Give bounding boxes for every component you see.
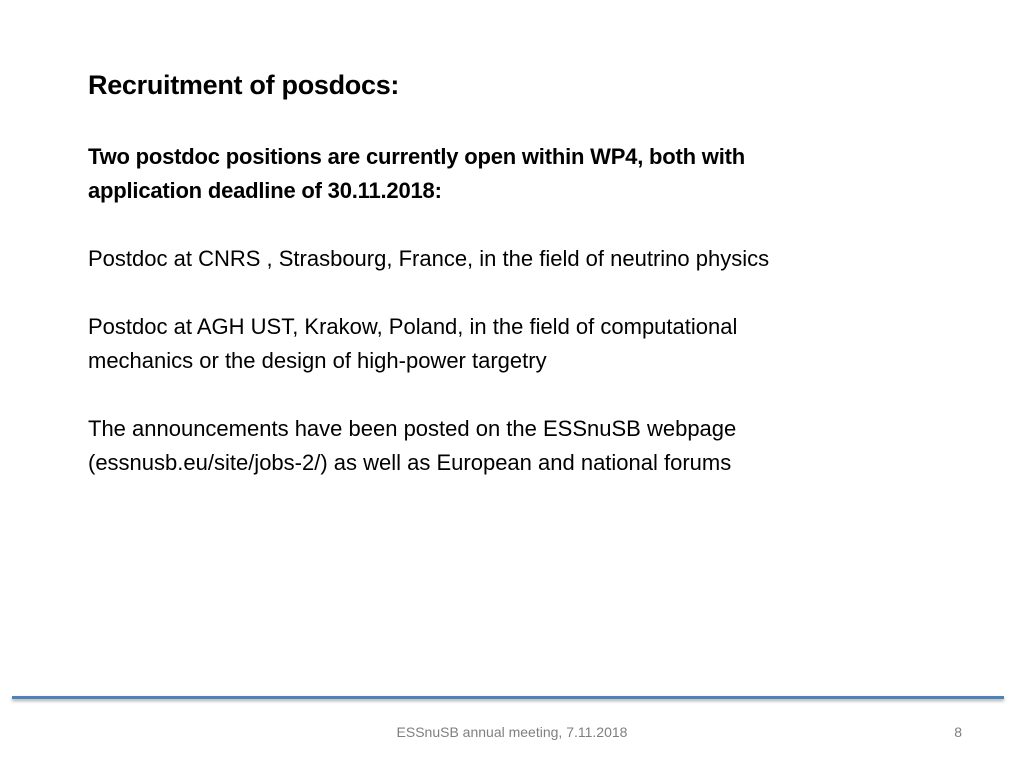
position-2-line-2: mechanics or the design of high-power targetry — [88, 348, 547, 373]
footer-divider — [12, 696, 1004, 699]
spacer — [88, 276, 968, 310]
intro-line-1: Two postdoc positions are currently open within WP4, both with — [88, 144, 745, 169]
announcement-line-1: The announcements have been posted on the ESSnuSB webpage — [88, 416, 737, 441]
slide-body — [88, 140, 968, 480]
spacer — [88, 378, 968, 412]
position-2-line-1: Postdoc at AGH UST, Krakow, Poland, in the field of computational — [88, 314, 738, 339]
intro-line-2: application deadline of 30.11.2018: — [88, 178, 442, 203]
position-1-text: Postdoc at CNRS , Strasbourg, France, in the field of neutrino physics — [88, 246, 770, 271]
spacer — [88, 208, 968, 242]
page-number: 8 — [954, 724, 962, 740]
announcement-line-2: (essnusb.eu/site/jobs-2/) as well as European and national forums — [88, 450, 732, 475]
footer-text: ESSnuSB annual meeting, 7.11.2018 — [396, 724, 628, 740]
slide-title: Recruitment of posdocs: — [88, 70, 400, 100]
